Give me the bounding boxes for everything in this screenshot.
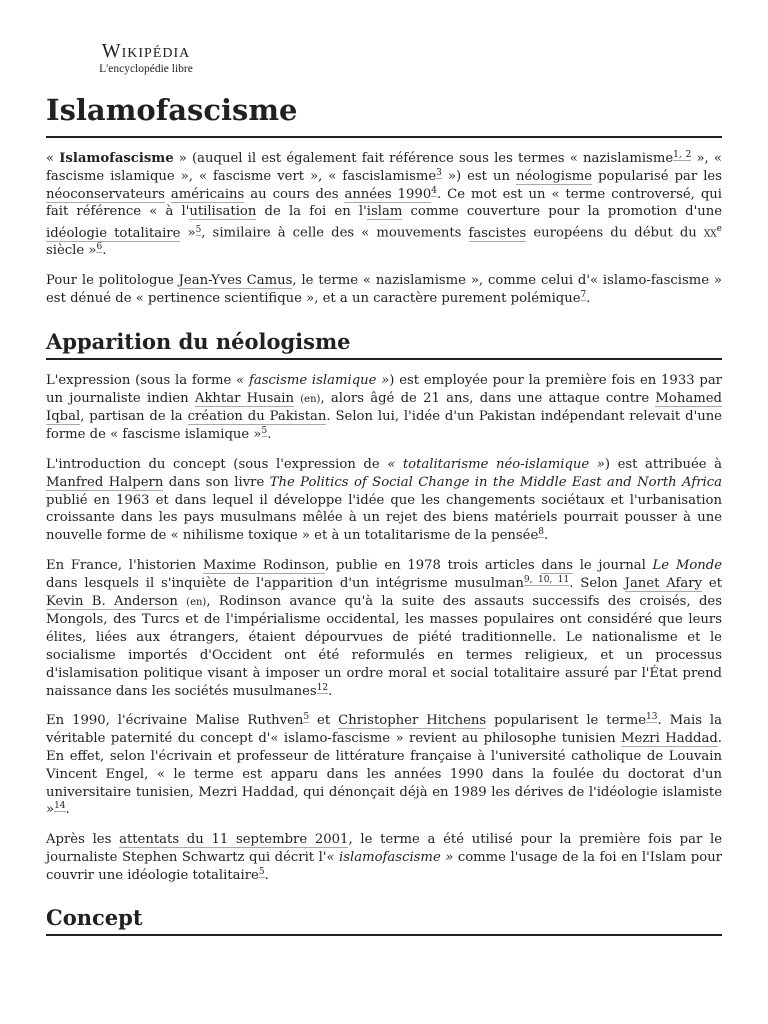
wiki-link[interactable]: Jean-Yves Camus [178, 273, 293, 289]
page-title: Islamofascisme [46, 90, 722, 138]
ref-link[interactable]: 5 [258, 866, 265, 877]
wiki-link[interactable]: néologisme [515, 168, 593, 184]
section1-paragraph-4: En 1990, l'écrivaine Malise Ruthven$^5$ et Christopher Hitchens popularisent le terme$^{13}$. Mais la véritable paternité du concept d'« islamo-fascisme » revient au philosophe tunisien Mezri Haddad. En effet, selon l'écrivain et professeur de littérature française à l'université catholique de Louvain Vincent Engel, « le terme est apparu dans les années 1990 dans la foulée du doctorat d'un universitaire tunisien, Mezri Haddad, qui dénonçait déjà en 1989 les dérives de l'idéologie islamiste »$^{14}$. [46, 712, 722, 818]
wiki-link[interactable]: fascistes [468, 225, 527, 241]
section-heading: Apparition du néologisme [46, 328, 722, 360]
wiki-link[interactable]: Mohamed Iqbal [46, 390, 722, 425]
article-body [46, 150, 722, 948]
lang-en-link[interactable]: (en) [186, 596, 207, 608]
wiki-link[interactable]: idéologie totalitaire [46, 225, 181, 241]
wiki-link[interactable]: Kevin B. Anderson [46, 593, 178, 609]
section1-paragraph-2: L'introduction du concept (sous l'expression de « totalitarisme néo-islamique ») est attribuée à Manfred Halpern dans son livre The Politics of Social Change in the Middle East and North Africa publié en 1963 et dans lequel il développe l'idée que les changements sociétaux et l'urbanisation croissante dans les pays musulmans mêlée à un rejet des biens matériels pourrait pousser à une nouvelle forme de « nihilisme toxique » et à un totalitarisme de la pensée$^8$. [46, 456, 722, 544]
wiki-link[interactable]: Janet Afary [624, 575, 703, 591]
wiki-link[interactable]: néoconservateurs [46, 186, 165, 202]
ref-link[interactable]: 5 [303, 712, 310, 723]
ref-link[interactable]: 12 [316, 682, 329, 693]
bold-term: Islamofascisme [59, 151, 174, 166]
ref-link[interactable]: 1, 2 [673, 150, 692, 160]
section1-paragraph-3: En France, l'historien Maxime Rodinson, publie en 1978 trois articles dans le journal Le Monde dans lesquels il s'inquiète de l'apparition d'un intégrisme musulman$^{9, 10, 11}$. Selon Janet Afary et Kevin B. Anderson (en), Rodinson avance qu'à la suite des assauts successifs des croisés, des Mongols, des Turcs et de l'impérialisme occidental, les masses populaires ont considéré que leurs élites, liées aux étrangers, étaient dépourvues de piété traditionnelle. Le nationalisme et le socialisme importés d'Occident ont été reformulés en termes religieux, et un processus d'islamisation politique visant à imposer un ordre moral et social totalitaire assuré par l'État prend naissance dans les sociétés musulmanes$^{12}$. [46, 557, 722, 699]
wikipedia-logo[interactable] [66, 40, 226, 76]
ref-link[interactable]: 13 [646, 712, 658, 723]
logo-tagline: L'encyclopédie libre [99, 63, 193, 75]
ref-link[interactable]: 6 [96, 242, 103, 253]
wiki-link[interactable]: Akhtar Husain [194, 390, 294, 406]
intro-paragraph-1: « Islamofascisme » (auquel il est également fait référence sous les termes « nazislamisme$^{1, 2}$ », « fascisme islamique », « fascisme vert », « fascislamisme$^3$ ») est un néologisme popularisé par les néoconservateurs américains au cours des années 1990$^4$. Ce mot est un « terme controversé, qui fait référence « à l'utilisation de la foi en l'islam comme couverture pour la promotion d'une idéologie totalitaire »$^5$, similaire à celle des « mouvements fascistes européens du début du $xx^e$ siècle »$^6$. [46, 150, 722, 259]
ref-link[interactable]: 3 [436, 167, 442, 178]
ref-link[interactable]: 9, 10, 11 [523, 574, 570, 585]
wiki-link[interactable]: américains [170, 186, 245, 202]
wiki-link[interactable]: Maxime Rodinson [202, 557, 326, 573]
ref-link[interactable]: 7 [580, 289, 587, 300]
logo-wordmark: Wikipédia [101, 40, 191, 62]
wiki-link[interactable]: Mezri Haddad [621, 731, 718, 747]
section1-paragraph-1: L'expression (sous la forme « fascisme islamique ») est employée pour la première fois en 1933 par un journaliste indien Akhtar Husain (en), alors âgé de 21 ans, dans une attaque contre Mohamed Iqbal, partisan de la création du Pakistan. Selon lui, l'idée d'un Pakistan indépendant relevait d'une forme de « fascisme islamique »$^5$. [46, 372, 722, 443]
wiki-link[interactable]: Manfred Halpern [46, 474, 164, 490]
wiki-link[interactable]: attentats du 11 septembre 2001 [119, 832, 349, 848]
ref-link[interactable]: 4 [431, 185, 437, 196]
ref-link[interactable]: 8 [538, 527, 545, 538]
wiki-link[interactable]: utilisation [189, 204, 257, 220]
ref-link[interactable]: 14 [54, 801, 66, 812]
wiki-link[interactable]: islam [366, 204, 403, 220]
ref-link[interactable]: 5 [195, 224, 202, 235]
wiki-link[interactable]: création du Pakistan [187, 409, 327, 425]
lang-en-link[interactable]: (en) [300, 393, 321, 405]
intro-paragraph-2: Pour le politologue Jean-Yves Camus, le terme « nazislamisme », comme celui d'« islamo-fascisme » est dénué de « pertinence scientifique », et a un caractère purement polémique$^7$. [46, 273, 722, 306]
wiki-link[interactable]: années 1990 [344, 186, 432, 202]
wiki-link[interactable]: dans [541, 557, 573, 573]
section1-paragraph-5: Après les attentats du 11 septembre 2001, le terme a été utilisé pour la première fois par le journaliste Stephen Schwartz qui décrit l'« islamofascisme » comme l'usage de la foi en l'Islam pour couvrir une idéologie totalitaire$^5$. [46, 832, 723, 883]
ref-link[interactable]: 5 [261, 426, 268, 437]
wiki-link[interactable]: Christopher Hitchens [338, 713, 487, 729]
section-heading: Concept [46, 904, 722, 936]
